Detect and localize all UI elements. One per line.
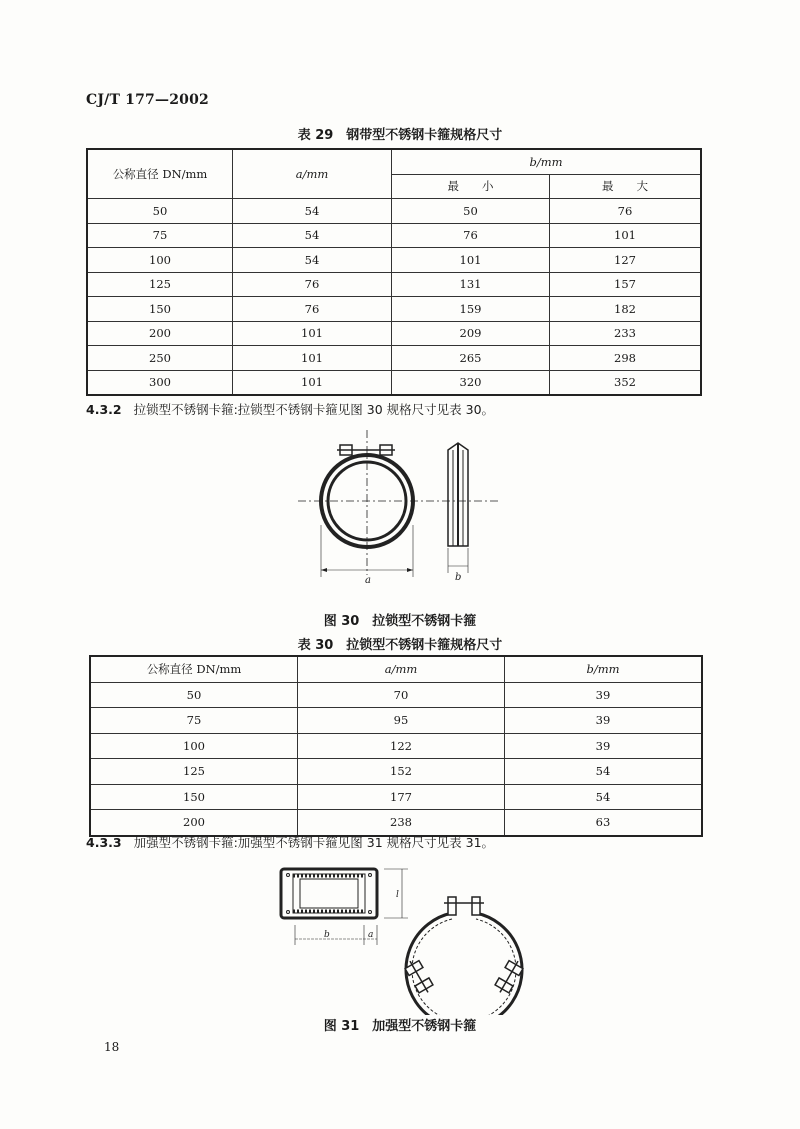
table-row — [90, 810, 702, 836]
cell-dn: 150 — [87, 297, 233, 322]
section-4-3-2 — [86, 400, 494, 418]
cell-a: 101 — [233, 346, 392, 371]
standard-code: CJ/T 177—2002 — [86, 92, 209, 108]
table-29-caption: 表 29 钢带型不锈钢卡箍规格尺寸 — [297, 128, 503, 143]
cell-b-min: 50 — [392, 199, 550, 224]
col-header-dn: 公称直径 DN/mm — [87, 149, 233, 199]
cell-a: 70 — [298, 682, 505, 708]
cell-a: 76 — [233, 297, 392, 322]
cell-a: 122 — [298, 733, 505, 759]
cell-dn: 200 — [90, 810, 298, 836]
cell-dn: 100 — [87, 248, 233, 273]
cell-b-max: 298 — [550, 346, 702, 371]
col-header-b: b/mm — [392, 149, 702, 174]
cell-b-min: 131 — [392, 272, 550, 297]
dimension-label-b: b — [455, 572, 462, 583]
cell-a: 101 — [233, 370, 392, 395]
cell-b-max: 182 — [550, 297, 702, 322]
cell-dn: 150 — [90, 784, 298, 810]
table-row — [90, 708, 702, 734]
cell-b: 39 — [505, 733, 703, 759]
dimension-label-a: a — [368, 930, 374, 940]
table-row — [87, 272, 701, 297]
figure-30-clamp-drawing — [290, 430, 510, 590]
cell-dn: 75 — [87, 223, 233, 248]
figure-30-caption: 图 30 拉锁型不锈钢卡箍 — [323, 614, 477, 629]
cell-b-min: 209 — [392, 321, 550, 346]
table-30-caption: 表 30 拉锁型不锈钢卡箍规格尺寸 — [297, 638, 503, 653]
table-row — [87, 321, 701, 346]
cell-b-max: 233 — [550, 321, 702, 346]
col-header-b: b/mm — [505, 656, 703, 682]
cell-b: 54 — [505, 759, 703, 785]
cell-dn: 125 — [90, 759, 298, 785]
table-row — [87, 346, 701, 371]
table-row — [90, 784, 702, 810]
section-text: 加强型不锈钢卡箍:加强型不锈钢卡箍见图 31 规格尺寸见表 31。 — [133, 835, 495, 850]
table-row — [87, 370, 701, 395]
cell-a: 54 — [233, 199, 392, 224]
cell-a: 76 — [233, 272, 392, 297]
cell-a: 152 — [298, 759, 505, 785]
cell-b-min: 76 — [392, 223, 550, 248]
col-header-dn: 公称直径 DN/mm — [90, 656, 298, 682]
cell-dn: 100 — [90, 733, 298, 759]
cell-dn: 250 — [87, 346, 233, 371]
table-row — [87, 223, 701, 248]
page-number: 18 — [104, 1040, 120, 1054]
cell-dn: 300 — [87, 370, 233, 395]
cell-b-max: 157 — [550, 272, 702, 297]
dimension-label-a: a — [365, 575, 371, 586]
dimension-label-b: b — [324, 930, 330, 940]
cell-b: 39 — [505, 682, 703, 708]
section-text: 拉锁型不锈钢卡箍:拉锁型不锈钢卡箍见图 30 规格尺寸见表 30。 — [133, 402, 495, 417]
cell-b: 63 — [505, 810, 703, 836]
cell-dn: 200 — [87, 321, 233, 346]
dimension-label-l: l — [396, 890, 399, 900]
cell-b: 54 — [505, 784, 703, 810]
cell-a: 95 — [298, 708, 505, 734]
cell-dn: 50 — [90, 682, 298, 708]
cell-a: 54 — [233, 223, 392, 248]
table-row — [90, 682, 702, 708]
cell-a: 101 — [233, 321, 392, 346]
cell-b-max: 76 — [550, 199, 702, 224]
cell-b-max: 101 — [550, 223, 702, 248]
section-number: 4.3.2 — [86, 402, 122, 417]
table-row — [90, 759, 702, 785]
cell-b-min: 320 — [392, 370, 550, 395]
cell-dn: 50 — [87, 199, 233, 224]
cell-a: 54 — [233, 248, 392, 273]
col-header-a: a/mm — [233, 149, 392, 199]
cell-b-min: 265 — [392, 346, 550, 371]
col-header-a: a/mm — [298, 656, 505, 682]
cell-dn: 125 — [87, 272, 233, 297]
table-row — [87, 297, 701, 322]
figure-31-caption: 图 31 加强型不锈钢卡箍 — [323, 1019, 477, 1034]
section-4-3-3 — [86, 833, 494, 851]
section-number: 4.3.3 — [86, 835, 122, 850]
col-header-b-max: 最 大 — [550, 174, 702, 199]
table-30 — [89, 655, 703, 837]
cell-dn: 75 — [90, 708, 298, 734]
cell-b-max: 352 — [550, 370, 702, 395]
cell-a: 177 — [298, 784, 505, 810]
table-row — [87, 199, 701, 224]
table-29 — [86, 148, 702, 396]
cell-b-min: 159 — [392, 297, 550, 322]
cell-b-min: 101 — [392, 248, 550, 273]
cell-a: 238 — [298, 810, 505, 836]
table-row — [90, 733, 702, 759]
table-row — [87, 248, 701, 273]
cell-b: 39 — [505, 708, 703, 734]
cell-b-max: 127 — [550, 248, 702, 273]
figure-31-clamp-drawing — [260, 855, 550, 1015]
col-header-b-min: 最 小 — [392, 174, 550, 199]
